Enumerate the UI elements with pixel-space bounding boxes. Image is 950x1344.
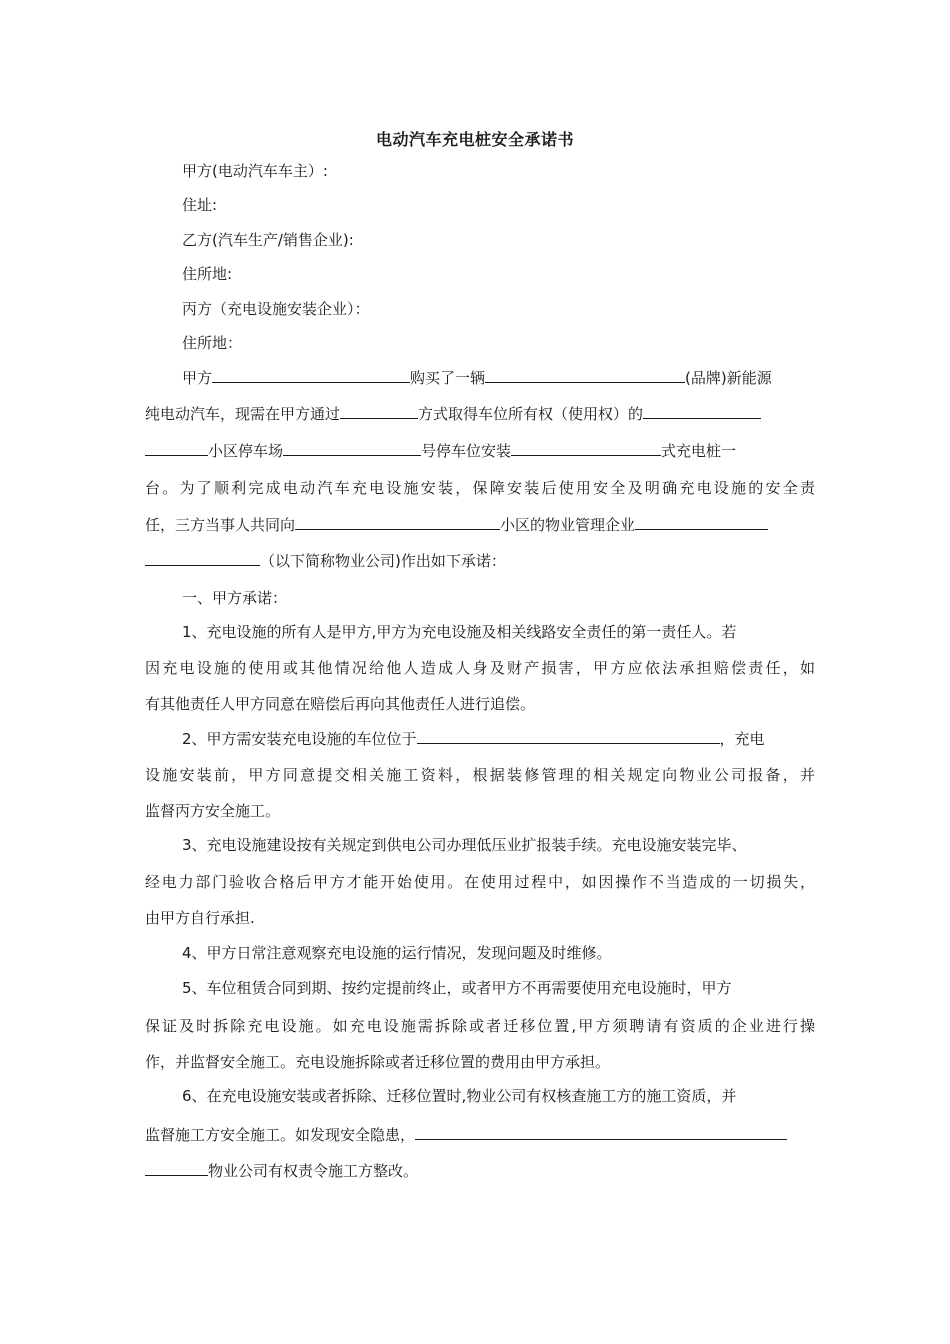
- item1-line-2: 因充电设施的使用或其他情况给他人造成人身及财产损害，甲方应依法承担赔偿责任，如: [145, 659, 815, 677]
- intro-text: （以下简称物业公司)作出如下承诺：: [260, 552, 506, 570]
- item2-line-1: [182, 728, 765, 749]
- intro-text: 小区停车场: [208, 442, 284, 460]
- intro-line-6: [145, 550, 815, 571]
- intro-text: (品牌)新能源: [685, 369, 772, 387]
- blank-safety-hazard-cont[interactable]: [145, 1160, 208, 1176]
- item2-line-2: 设施安装前，甲方同意提交相关施工资料，根据装修管理的相关规定向物业公司报备，并: [145, 766, 815, 784]
- intro-text: 方式取得车位所有权（使用权）的: [418, 405, 644, 423]
- intro-text: 购买了一辆: [410, 369, 486, 387]
- item5-line-1: 5、车位租赁合同到期、按约定提前终止，或者甲方不再需要使用充电设施时，甲方: [182, 979, 732, 997]
- item1-line-1: 1、充电设施的所有人是甲方,甲方为充电设施及相关线路安全责任的第一责任人。若: [182, 623, 737, 641]
- item5-line-3: 作，并监督安全施工。充电设施拆除或者迁移位置的费用由甲方承担。: [145, 1053, 611, 1071]
- intro-text: 小区的物业管理企业: [500, 516, 636, 534]
- blank-community-name-cont[interactable]: [145, 440, 208, 456]
- item6-line-2: [145, 1124, 815, 1145]
- blank-vehicle-brand[interactable]: [485, 367, 685, 383]
- intro-line-5: [145, 514, 815, 535]
- party-c-label: 丙方（充电设施安装企业）：: [182, 300, 370, 318]
- intro-line-3: [145, 440, 815, 461]
- blank-property-company[interactable]: [635, 514, 768, 530]
- item6-line-3: [145, 1160, 815, 1181]
- item2-text: 2、甲方需安装充电设施的车位位于: [182, 730, 417, 748]
- item1-line-3: 有其他责任人甲方同意在赔偿后再向其他责任人进行追偿。: [145, 695, 536, 713]
- item4-line-1: 4、甲方日常注意观察充电设施的运行情况，发现问题及时维修。: [182, 944, 612, 962]
- blank-property-company-cont[interactable]: [145, 550, 260, 566]
- blank-parking-location[interactable]: [417, 728, 720, 744]
- item6-text: 物业公司有权责令施工方整改。: [208, 1162, 419, 1180]
- item2-text: ，充电: [719, 730, 765, 748]
- item6-text: 监督施工方安全施工。如发现安全隐患，: [145, 1126, 416, 1144]
- blank-charger-type[interactable]: [511, 440, 661, 456]
- blank-acquire-method[interactable]: [340, 403, 418, 419]
- intro-text: 纯电动汽车，现需在甲方通过: [145, 405, 341, 423]
- intro-line-2: [145, 403, 815, 424]
- intro-line-4: 台。为了顺利完成电动汽车充电设施安装，保障安装后使用安全及明确充电设施的安全责: [145, 479, 815, 497]
- section1-heading: 一、甲方承诺：: [182, 589, 288, 607]
- item6-line-1: 6、在充电设施安装或者拆除、迁移位置时,物业公司有权核查施工方的施工资质，并: [182, 1087, 737, 1105]
- intro-text: 号停车位安装: [421, 442, 512, 460]
- party-a-address-label: 住址:: [182, 196, 218, 214]
- blank-owner-name[interactable]: [212, 367, 410, 383]
- item2-line-3: 监督丙方安全施工。: [145, 802, 281, 820]
- blank-parking-space-number[interactable]: [283, 440, 421, 456]
- intro-text: 甲方: [182, 369, 213, 387]
- party-a-label: 甲方(电动汽车车主）:: [182, 162, 328, 180]
- party-b-label: 乙方(汽车生产/销售企业):: [182, 231, 354, 249]
- item5-line-2: 保证及时拆除充电设施。如充电设施需拆除或者迁移位置,甲方须聘请有资质的企业进行操: [145, 1017, 815, 1035]
- document-title: 电动汽车充电桩安全承诺书: [375, 130, 574, 149]
- blank-community-name[interactable]: [643, 403, 761, 419]
- intro-line-1: [182, 367, 772, 388]
- item3-line-2: 经电力部门验收合格后甲方才能开始使用。在使用过程中，如因操作不当造成的一切损失，: [145, 873, 815, 891]
- intro-text: 式充电桩一: [661, 442, 737, 460]
- party-c-address-label: 住所地：: [182, 334, 243, 352]
- item3-line-1: 3、充电设施建设按有关规定到供电公司办理低压业扩报装手续。充电设施安装完毕、: [182, 836, 747, 854]
- item3-line-3: 由甲方自行承担.: [145, 909, 255, 927]
- party-b-address-label: 住所地:: [182, 265, 233, 283]
- blank-community[interactable]: [295, 514, 500, 530]
- intro-text: 任，三方当事人共同向: [145, 516, 296, 534]
- blank-safety-hazard[interactable]: [415, 1124, 787, 1140]
